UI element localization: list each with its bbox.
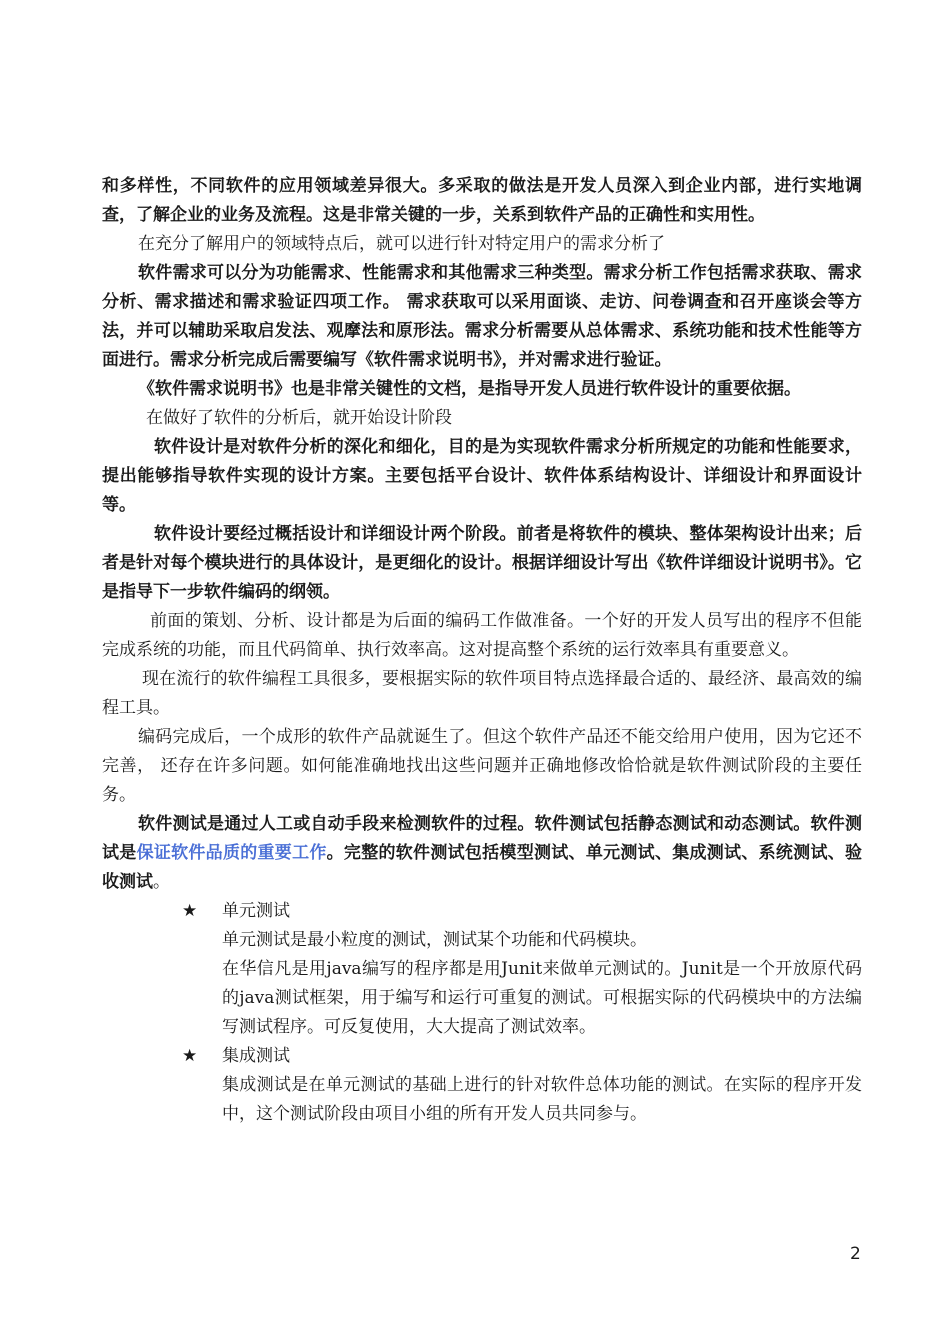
page-number: 2 — [850, 1244, 861, 1264]
paragraph-design-stage: 在做好了软件的分析后，就开始设计阶段 — [146, 408, 452, 428]
paragraph-design-phases: 软件设计要经过概括设计和详细设计两个阶段。前者是将软件的模块、整体架构设计出来；后者是针对每个模块进行的具体设计，是更细化的设计。根据详细设计写出《软件详细设计说明书》。它是指导下一步软件编码的纲领。 — [102, 524, 862, 602]
quality-link[interactable]: 保证软件品质的重要工作 — [136, 843, 327, 863]
list-item-unit-test — [182, 897, 862, 1042]
unit-test-junit: 在华信凡是用java编写的程序都是用Junit来做单元测试的。Junit是一个开放原代码的java测试框架，用于编写和运行可重复的测试。可根据实际的代码模块中的方法编写测试程序。可反复使用，大大提高了测试效率。 — [222, 959, 862, 1037]
paragraph-user-analysis: 在充分了解用户的领域特点后，就可以进行针对特定用户的需求分析了 — [138, 234, 665, 254]
test-types-list — [182, 897, 862, 1129]
unit-test-title: 单元测试 — [222, 901, 290, 921]
integration-test-heading — [182, 1042, 862, 1071]
star-bullet-icon: ★ — [182, 1046, 198, 1066]
paragraph-software-design: 软件设计是对软件分析的深化和细化，目的是为实现软件需求分析所规定的功能和性能要求，提出能够指导软件实现的设计方案。主要包括平台设计、软件体系结构设计、详细设计和界面设计等。 — [102, 437, 862, 515]
testing-period: 。 — [153, 872, 170, 892]
testing-text-b: 。完整的软件测试包括模型测试、单元测试、集成测试、系统测试、验收测试 — [102, 843, 863, 892]
star-bullet-icon: ★ — [182, 901, 198, 921]
paragraph-testing — [102, 810, 862, 897]
paragraph-spec-doc: 《软件需求说明书》也是非常关键性的文档，是指导开发人员进行软件设计的重要依据。 — [138, 379, 801, 399]
list-item-integration-test — [182, 1042, 862, 1129]
document-body — [102, 172, 862, 1129]
unit-test-desc: 单元测试是最小粒度的测试，测试某个功能和代码模块。 — [222, 930, 647, 950]
paragraph-tools: 现在流行的软件编程工具很多，要根据实际的软件项目特点选择最合适的、最经济、最高效的编程工具。 — [102, 669, 862, 718]
paragraph-requirements: 软件需求可以分为功能需求、性能需求和其他需求三种类型。需求分析工作包括需求获取、需求分析、需求描述和需求验证四项工作。 需求获取可以采用面谈、走访、问卷调查和召开座谈会等方法，并可以辅助采取启发法、观摩法和原形法。需求分析需要从总体需求、系统功能和技术性能等方面进行。需求分析完成后需要编写《软件需求说明书》，并对需求进行验证。 — [102, 263, 862, 370]
unit-test-heading — [182, 897, 862, 926]
paragraph-intro: 和多样性，不同软件的应用领域差异很大。多采取的做法是开发人员深入到企业内部，进行实地调查，了解企业的业务及流程。这是非常关键的一步，关系到软件产品的正确性和实用性。 — [102, 176, 862, 225]
testing-text-a: 软件测试是通过人工或自动手段来检测软件的过程。软件测试包括静态测试和动态测试。软件测试是 — [102, 814, 862, 863]
integration-test-title: 集成测试 — [222, 1046, 290, 1066]
integration-test-desc: 集成测试是在单元测试的基础上进行的针对软件总体功能的测试。在实际的程序开发中，这个测试阶段由项目小组的所有开发人员共同参与。 — [222, 1075, 862, 1124]
paragraph-coding-prep: 前面的策划、分析、设计都是为后面的编码工作做准备。一个好的开发人员写出的程序不但能完成系统的功能，而且代码简单、执行效率高。这对提高整个系统的运行效率具有重要意义。 — [102, 611, 862, 660]
paragraph-coding-done: 编码完成后，一个成形的软件产品就诞生了。但这个软件产品还不能交给用户使用，因为它还不完善， 还存在许多问题。如何能准确地找出这些问题并正确地修改恰恰就是软件测试阶段的主要任务。 — [102, 727, 862, 805]
